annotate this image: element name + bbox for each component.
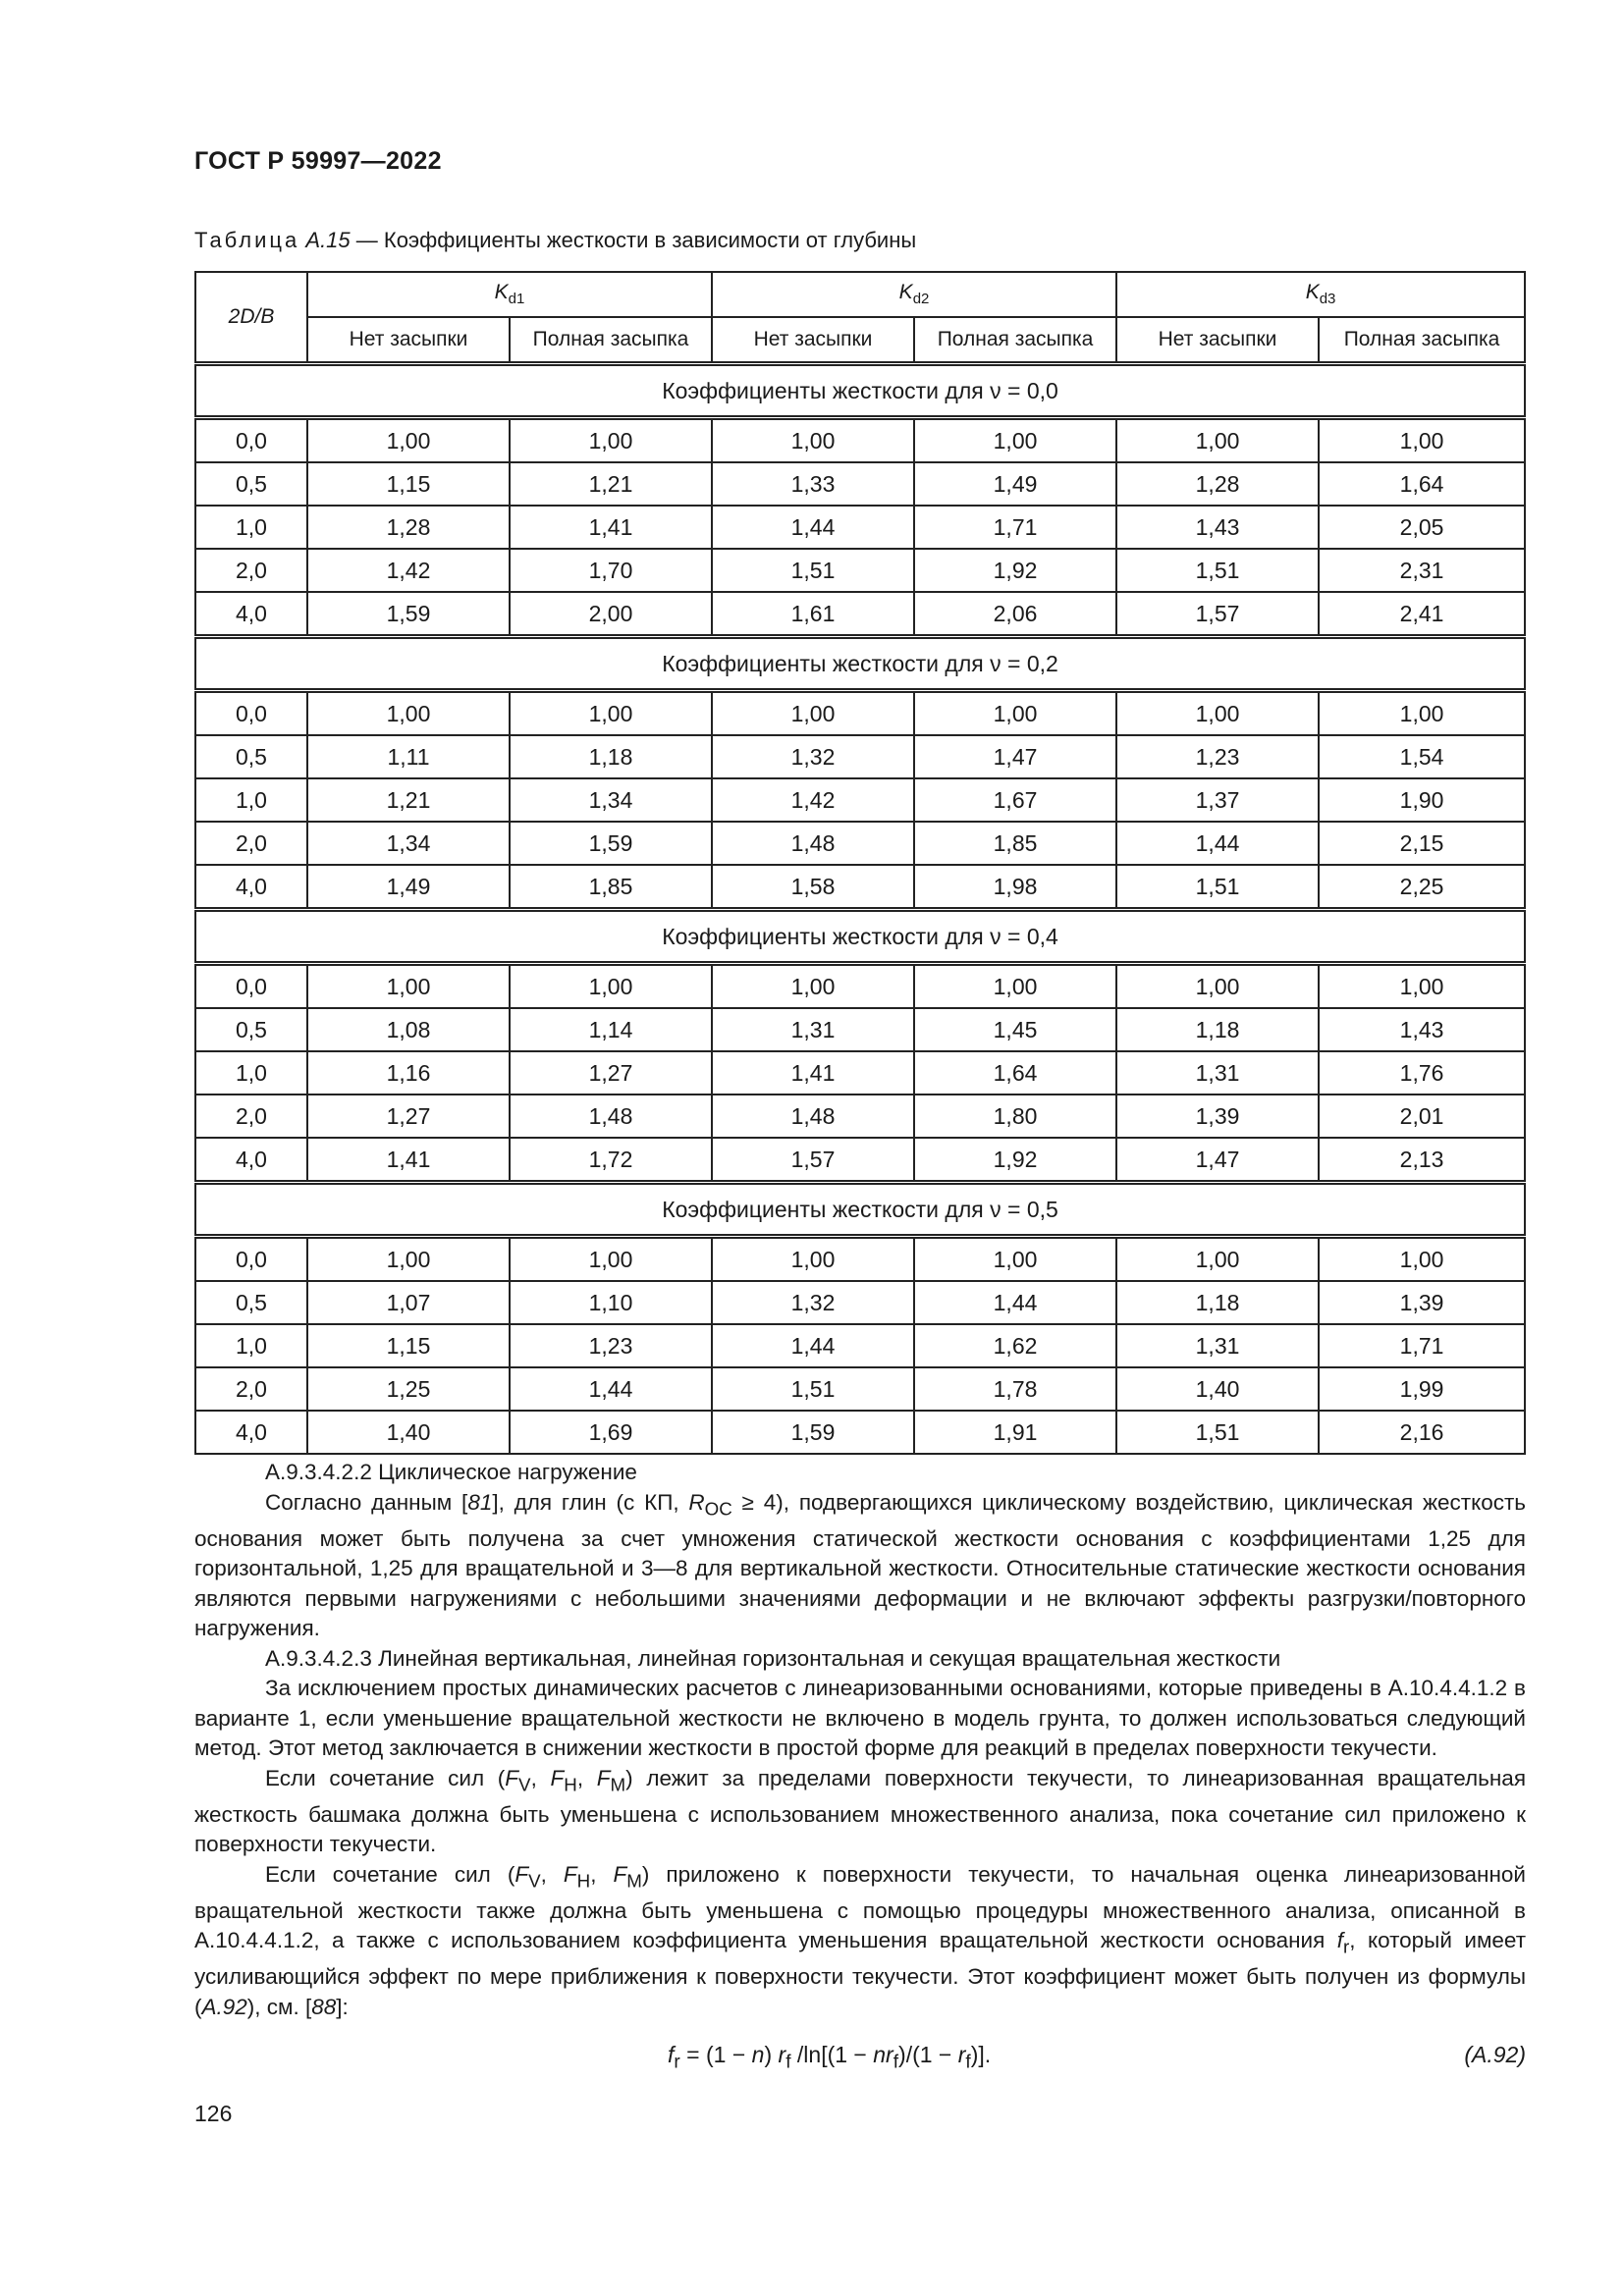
coefficient-cell: 1,00 (307, 418, 510, 463)
coefficient-cell: 1,85 (914, 822, 1116, 865)
coefficient-cell: 1,39 (1116, 1095, 1319, 1138)
coefficient-cell: 2,01 (1319, 1095, 1525, 1138)
coefficient-cell: 1,92 (914, 1138, 1116, 1183)
group-header-kd1: $K_{d1}$ (307, 272, 712, 317)
formula-number: (A.92) (1464, 2042, 1526, 2067)
coefficient-cell: 1,78 (914, 1367, 1116, 1411)
section-row (195, 364, 1525, 418)
paragraph-linear-method: За исключением простых динамических расчетов с линеаризованными основаниями, которые приведены в А.10.4.4.1.2 в варианте 1, если уменьшение вращательной жесткости не включено в модель грунта, то должен использоваться следующий метод. Этот метод заключается в снижении жесткости в простой форме для реакций в пределах поверхности текучести. (194, 1676, 1526, 1760)
table-row (195, 691, 1525, 736)
coefficient-cell: 1,00 (712, 1237, 914, 1282)
caption-prefix: Таблица (194, 228, 300, 252)
depth-ratio-cell: 4,0 (195, 865, 307, 910)
coefficient-cell: 2,25 (1319, 865, 1525, 910)
coefficient-cell: 1,37 (1116, 778, 1319, 822)
table-row (195, 1367, 1525, 1411)
coefficient-cell: 1,44 (914, 1281, 1116, 1324)
coefficient-cell: 1,49 (307, 865, 510, 910)
coefficient-cell: 1,44 (712, 506, 914, 549)
coefficient-cell: 1,47 (1116, 1138, 1319, 1183)
depth-ratio-cell: 0,5 (195, 462, 307, 506)
table-row (195, 1281, 1525, 1324)
coefficient-cell: 1,21 (307, 778, 510, 822)
coefficient-cell: 2,31 (1319, 549, 1525, 592)
coefficient-cell: 1,91 (914, 1411, 1116, 1454)
coefficient-cell: 1,59 (510, 822, 712, 865)
table-row (195, 1237, 1525, 1282)
coefficient-cell: 1,18 (1116, 1008, 1319, 1051)
coefficient-cell: 1,21 (510, 462, 712, 506)
table-body (195, 364, 1525, 1455)
coefficient-cell: 1,48 (510, 1095, 712, 1138)
document-code: ГОСТ Р 59997—2022 (194, 147, 442, 175)
coefficient-cell: 1,00 (914, 964, 1116, 1009)
coefficient-cell: 1,27 (307, 1095, 510, 1138)
coefficient-cell: 2,00 (510, 592, 712, 637)
coefficient-cell: 1,43 (1319, 1008, 1525, 1051)
coefficient-cell: 1,70 (510, 549, 712, 592)
coefficient-cell: 1,32 (712, 1281, 914, 1324)
coefficient-cell: 1,00 (1116, 1237, 1319, 1282)
table-row (195, 1051, 1525, 1095)
section-heading-linear: А.9.3.4.2.3 Линейная вертикальная, линейная горизонтальная и секущая вращательная жесткости (265, 1645, 1281, 1671)
coefficient-cell: 1,51 (712, 549, 914, 592)
section-row (195, 1183, 1525, 1237)
coefficient-cell: 1,31 (1116, 1051, 1319, 1095)
coefficient-cell: 1,11 (307, 735, 510, 778)
coefficient-cell: 2,06 (914, 592, 1116, 637)
coefficient-cell: 1,58 (712, 865, 914, 910)
table-row (195, 592, 1525, 637)
depth-ratio-cell: 4,0 (195, 1411, 307, 1454)
coefficient-cell: 1,48 (712, 1095, 914, 1138)
coefficient-cell: 1,16 (307, 1051, 510, 1095)
coefficient-cell: 1,69 (510, 1411, 712, 1454)
coefficient-cell: 1,44 (712, 1324, 914, 1367)
coefficient-cell: 1,00 (510, 418, 712, 463)
coefficient-cell: 1,80 (914, 1095, 1116, 1138)
coefficient-cell: 2,41 (1319, 592, 1525, 637)
coefficient-cell: 1,15 (307, 462, 510, 506)
coefficient-cell: 1,00 (1116, 691, 1319, 736)
coefficient-cell: 1,00 (510, 964, 712, 1009)
coefficient-cell: 1,72 (510, 1138, 712, 1183)
coefficient-cell: 1,28 (307, 506, 510, 549)
coefficient-cell: 1,27 (510, 1051, 712, 1095)
coefficient-cell: 1,59 (712, 1411, 914, 1454)
coefficient-cell: 1,71 (1319, 1324, 1525, 1367)
coefficient-cell: 1,41 (712, 1051, 914, 1095)
coefficient-cell: 1,42 (712, 778, 914, 822)
coefficient-cell: 1,39 (1319, 1281, 1525, 1324)
coefficient-cell: 1,28 (1116, 462, 1319, 506)
coefficient-cell: 1,00 (307, 691, 510, 736)
table-row (195, 1138, 1525, 1183)
coefficient-cell: 1,44 (1116, 822, 1319, 865)
coefficient-cell: 1,54 (1319, 735, 1525, 778)
coefficient-cell: 1,41 (510, 506, 712, 549)
coefficient-cell: 1,00 (712, 964, 914, 1009)
coefficient-cell: 1,42 (307, 549, 510, 592)
depth-ratio-cell: 4,0 (195, 592, 307, 637)
coefficient-cell: 1,64 (1319, 462, 1525, 506)
coefficient-cell: 1,00 (914, 691, 1116, 736)
coefficient-cell: 1,33 (712, 462, 914, 506)
coefficient-cell: 1,90 (1319, 778, 1525, 822)
paragraph-cyclic: Согласно данным [81], для глин (с КП, $R_{OC} \ge 4$), подвергающихся циклическому воздействию, циклическая жесткость основания может быть получена за счет умножения статической жесткости основания с коэффициентами 1,25 для горизонтальной, 1,25 для вращательной и 3—8 для вертикальной жесткости. Относительные статические жесткости основания являются первыми нагружениями с небольшими значениями деформации и не включают эффекты разгрузки/повторного нагружения. (194, 1489, 1526, 1640)
coefficient-cell: 1,00 (1116, 418, 1319, 463)
page-number: 126 (194, 2101, 233, 2126)
caption-title: — Коэффициенты жесткости в зависимости от глубины (350, 228, 917, 252)
section-heading-cyclic: А.9.3.4.2.2 Циклическое нагружение (265, 1460, 637, 1484)
table-row (195, 1008, 1525, 1051)
coefficient-cell: 1,18 (1116, 1281, 1319, 1324)
coefficient-cell: 1,07 (307, 1281, 510, 1324)
coefficient-cell: 1,00 (307, 964, 510, 1009)
coefficient-cell: 1,71 (914, 506, 1116, 549)
depth-ratio-cell: 0,0 (195, 691, 307, 736)
coefficient-cell: 1,00 (307, 1237, 510, 1282)
paragraph-force-on-surface: Если сочетание сил ($F_V$, $F_H$, $F_M$) приложено к поверхности текучести, то начальная оценка линеаризованной вращательной жесткости также должна быть уменьшена с помощью процедуры множественного анализа, описанной в А.10.4.4.1.2, а также с использованием коэффициента уменьшения вращательной жесткости основания $f_r$, который имеет усиливающийся эффект по мере приближения к поверхности текучести. Этот коэффициент может быть получен из формулы (A.92), см. [88]: (194, 1861, 1526, 2019)
coefficient-cell: 1,18 (510, 735, 712, 778)
coefficient-cell: 1,99 (1319, 1367, 1525, 1411)
section-title: Коэффициенты жесткости для ν = 0,5 (195, 1183, 1525, 1237)
section-row (195, 637, 1525, 691)
coefficient-cell: 1,62 (914, 1324, 1116, 1367)
subcol-header: Нет засыпки (307, 317, 510, 364)
table-row (195, 506, 1525, 549)
coefficient-cell: 1,00 (1319, 418, 1525, 463)
coefficient-cell: 1,00 (510, 691, 712, 736)
table-row (195, 549, 1525, 592)
depth-ratio-cell: 2,0 (195, 1095, 307, 1138)
coefficient-cell: 1,40 (1116, 1367, 1319, 1411)
coefficient-cell: 2,16 (1319, 1411, 1525, 1454)
coefficient-cell: 2,13 (1319, 1138, 1525, 1183)
depth-ratio-cell: 1,0 (195, 1324, 307, 1367)
coefficient-cell: 1,34 (307, 822, 510, 865)
section-title: Коэффициенты жесткости для ν = 0,2 (195, 637, 1525, 691)
coefficient-cell: 1,10 (510, 1281, 712, 1324)
depth-ratio-cell: 0,5 (195, 1281, 307, 1324)
section-title: Коэффициенты жесткости для ν = 0,4 (195, 910, 1525, 964)
coefficient-cell: 1,00 (712, 418, 914, 463)
depth-ratio-cell: 4,0 (195, 1138, 307, 1183)
coefficient-cell: 1,32 (712, 735, 914, 778)
coefficient-cell: 1,23 (1116, 735, 1319, 778)
caption-number: A.15 (305, 228, 351, 252)
coefficient-cell: 1,41 (307, 1138, 510, 1183)
coefficient-cell: 1,43 (1116, 506, 1319, 549)
subcol-header: Полная засыпка (914, 317, 1116, 364)
table-row (195, 865, 1525, 910)
coefficient-cell: 1,48 (712, 822, 914, 865)
table-header-row (195, 272, 1525, 317)
depth-ratio-cell: 0,5 (195, 735, 307, 778)
coefficient-cell: 1,61 (712, 592, 914, 637)
depth-ratio-cell: 0,0 (195, 1237, 307, 1282)
depth-ratio-cell: 2,0 (195, 822, 307, 865)
corner-header: 2D/B (195, 272, 307, 364)
coefficient-cell: 1,57 (712, 1138, 914, 1183)
coefficient-cell: 1,00 (914, 1237, 1116, 1282)
coefficient-cell: 1,57 (1116, 592, 1319, 637)
subcol-header: Нет засыпки (1116, 317, 1319, 364)
group-header-kd3: $K_{d3}$ (1116, 272, 1525, 317)
table-row (195, 778, 1525, 822)
coefficient-cell: 1,98 (914, 865, 1116, 910)
table-caption (194, 228, 916, 253)
paragraph-force-outside: Если сочетание сил ($F_V$, $F_H$, $F_M$) лежит за пределами поверхности текучести, то линеаризованная вращательная жесткость башмака должна быть уменьшена с использованием множественного анализа, пока сочетание сил приложено к поверхности текучести. (194, 1765, 1527, 1856)
depth-ratio-cell: 1,0 (195, 778, 307, 822)
depth-ratio-cell: 1,0 (195, 506, 307, 549)
coefficient-cell: 1,51 (712, 1367, 914, 1411)
coefficient-cell: 1,14 (510, 1008, 712, 1051)
subcol-header: Полная засыпка (510, 317, 712, 364)
coefficient-cell: 1,45 (914, 1008, 1116, 1051)
coefficient-cell: 1,31 (712, 1008, 914, 1051)
coefficient-cell: 1,67 (914, 778, 1116, 822)
section-title: Коэффициенты жесткости для ν = 0,0 (195, 364, 1525, 418)
coefficient-cell: 2,05 (1319, 506, 1525, 549)
coefficient-cell: 1,51 (1116, 865, 1319, 910)
formula-a92: $f_r = (1 - n)$ $r_f$ $/\ln[(1 - nr_f)/(1 - r_f)]$. (668, 2042, 992, 2073)
subcol-header: Полная засыпка (1319, 317, 1525, 364)
table-row (195, 462, 1525, 506)
coefficient-cell: 2,15 (1319, 822, 1525, 865)
depth-ratio-cell: 2,0 (195, 549, 307, 592)
coefficient-cell: 1,51 (1116, 1411, 1319, 1454)
coefficient-cell: 1,00 (1319, 691, 1525, 736)
coefficient-cell: 1,00 (1319, 1237, 1525, 1282)
coefficient-cell: 1,92 (914, 549, 1116, 592)
depth-ratio-cell: 1,0 (195, 1051, 307, 1095)
table-row (195, 735, 1525, 778)
coefficient-cell: 1,00 (1116, 964, 1319, 1009)
depth-ratio-cell: 0,0 (195, 418, 307, 463)
coefficient-cell: 1,00 (712, 691, 914, 736)
coefficient-cell: 1,23 (510, 1324, 712, 1367)
coefficient-cell: 1,59 (307, 592, 510, 637)
coefficient-cell: 1,49 (914, 462, 1116, 506)
table-row (195, 822, 1525, 865)
table-row (195, 418, 1525, 463)
coefficient-cell: 1,15 (307, 1324, 510, 1367)
depth-ratio-cell: 0,5 (195, 1008, 307, 1051)
table-row (195, 1411, 1525, 1454)
coefficient-cell: 1,51 (1116, 549, 1319, 592)
table-row (195, 964, 1525, 1009)
table-subheader-row (195, 317, 1525, 364)
coefficient-cell: 1,85 (510, 865, 712, 910)
coefficient-cell: 1,00 (1319, 964, 1525, 1009)
coefficient-cell: 1,00 (914, 418, 1116, 463)
coefficient-cell: 1,47 (914, 735, 1116, 778)
coefficient-cell: 1,31 (1116, 1324, 1319, 1367)
coefficient-cell: 1,08 (307, 1008, 510, 1051)
table-row (195, 1324, 1525, 1367)
group-header-kd2: $K_{d2}$ (712, 272, 1116, 317)
coefficient-cell: 1,40 (307, 1411, 510, 1454)
coefficient-cell: 1,76 (1319, 1051, 1525, 1095)
depth-ratio-cell: 2,0 (195, 1367, 307, 1411)
coefficient-cell: 1,00 (510, 1237, 712, 1282)
coefficient-cell: 1,34 (510, 778, 712, 822)
stiffness-coefficients-table (194, 271, 1526, 1455)
body-text (194, 1458, 1526, 2022)
depth-ratio-cell: 0,0 (195, 964, 307, 1009)
coefficient-cell: 1,25 (307, 1367, 510, 1411)
table-row (195, 1095, 1525, 1138)
coefficient-cell: 1,64 (914, 1051, 1116, 1095)
subcol-header: Нет засыпки (712, 317, 914, 364)
coefficient-cell: 1,44 (510, 1367, 712, 1411)
section-row (195, 910, 1525, 964)
